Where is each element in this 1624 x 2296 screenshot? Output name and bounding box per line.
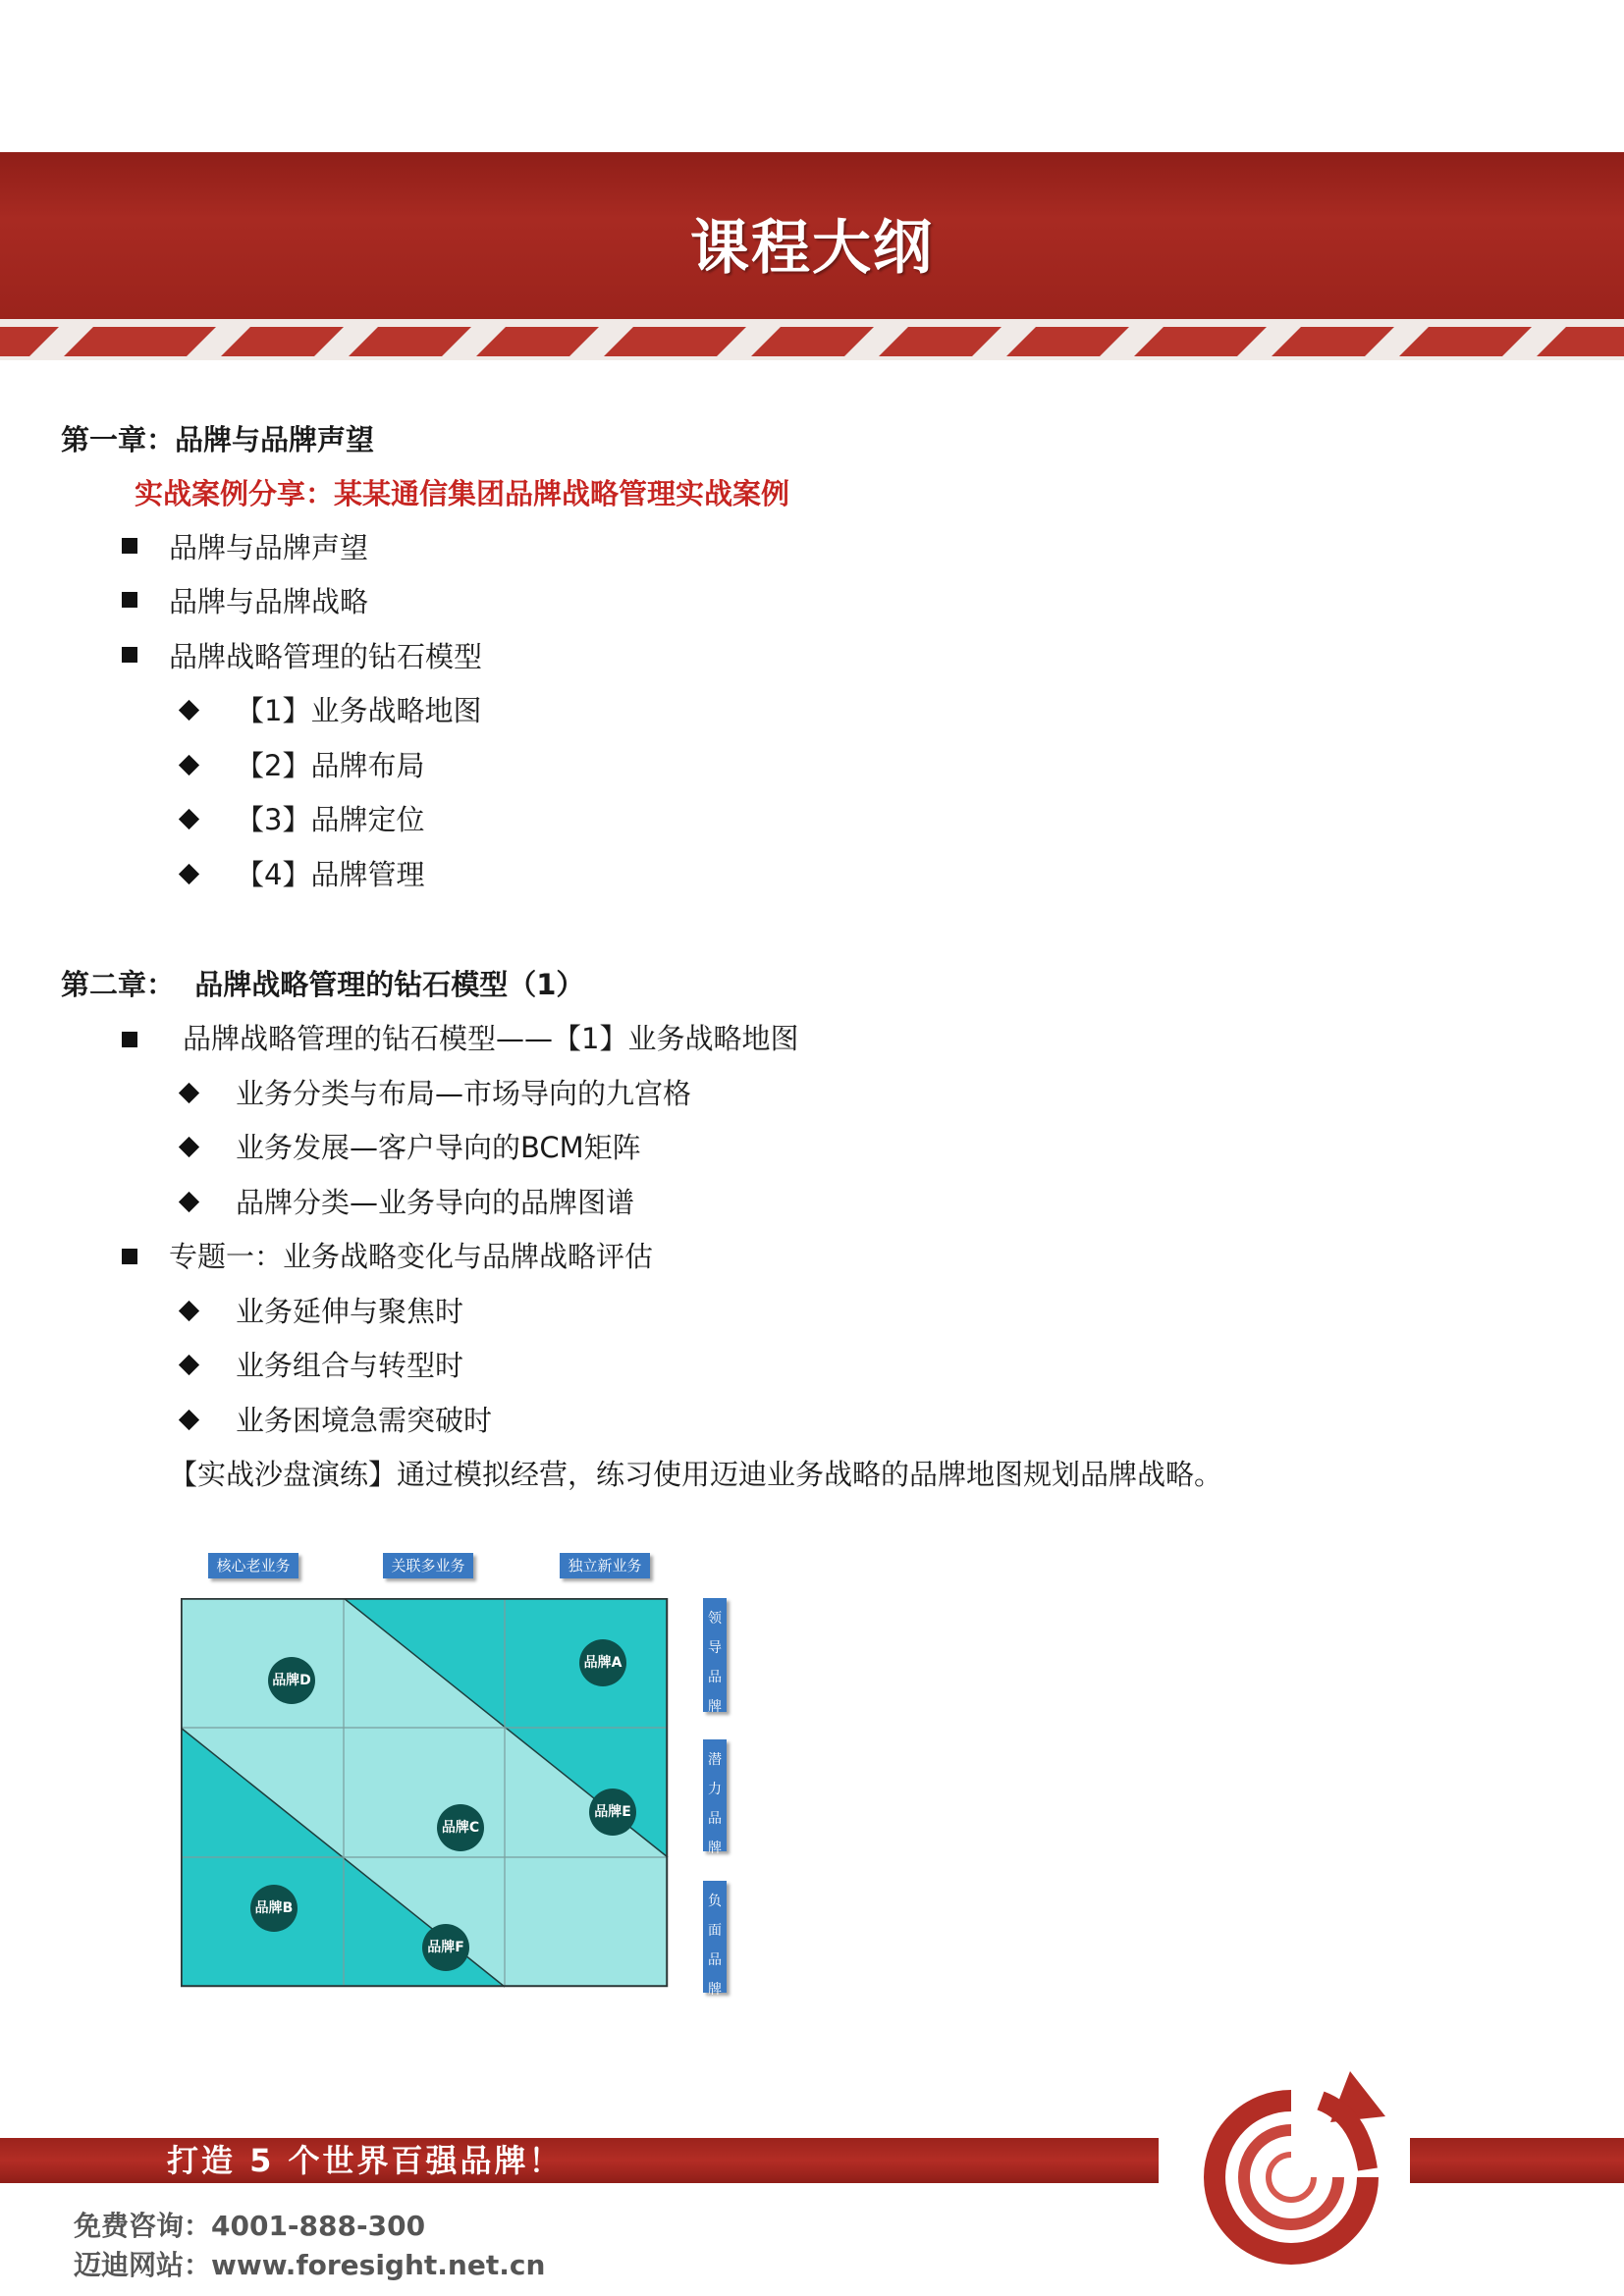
chapter2-title: 第二章： 品牌战略管理的钻石模型（1） (61, 968, 585, 1001)
diamond-bullet-icon (179, 1192, 199, 1212)
brand-a-marker: 品牌A (579, 1639, 626, 1686)
chapter1-item: 品牌与品牌战略 (169, 585, 369, 618)
square-bullet-icon (122, 1032, 137, 1047)
column-label-core: 核心老业务 (208, 1553, 298, 1578)
exercise-text: 【实战沙盘演练】通过模拟经营，练习使用迈迪业务战略的品牌地图规划品牌战略。 (169, 1458, 1223, 1491)
diamond-bullet-icon (179, 1301, 199, 1321)
chapter2-subitem: 业务延伸与聚焦时 (236, 1295, 464, 1328)
diamond-bullet-icon (179, 809, 199, 829)
diamond-bullet-icon (179, 755, 199, 775)
brand-d-marker: 品牌D (268, 1657, 315, 1704)
chapter2-subitem: 业务发展—客户导向的BCM矩阵 (236, 1131, 641, 1164)
row-label-leader: 领导品牌 (703, 1598, 727, 1712)
row-label-potential: 潜力品牌 (703, 1739, 727, 1851)
chapter1-item: 品牌与品牌声望 (169, 531, 369, 564)
chapter1-title: 第一章：品牌与品牌声望 (61, 423, 375, 456)
diamond-bullet-icon (179, 1083, 199, 1103)
chapter2-subitem: 业务困境急需突破时 (236, 1404, 493, 1437)
diamond-bullet-icon (179, 700, 199, 721)
chapter1-subitem: 【3】品牌定位 (236, 803, 425, 836)
chapter2-item: 品牌战略管理的钻石模型——【1】业务战略地图 (183, 1022, 799, 1055)
logo-arrow-icon (1193, 2061, 1389, 2277)
diamond-bullet-icon (179, 864, 199, 884)
page-title: 课程大纲 (690, 214, 934, 283)
chapter2-item: 专题一：业务战略变化与品牌战略评估 (169, 1240, 654, 1273)
stripe-pattern (0, 319, 1624, 360)
chapter2-subitem: 业务分类与布局—市场导向的九宫格 (236, 1077, 692, 1110)
diamond-bullet-icon (179, 1410, 199, 1430)
chapter2-subitem: 业务组合与转型时 (236, 1349, 464, 1382)
chapter2-subitem: 品牌分类—业务导向的品牌图谱 (236, 1186, 635, 1219)
diamond-bullet-icon (179, 1355, 199, 1375)
footer-slogan: 打造 5 个世界百强品牌！ (167, 2142, 564, 2179)
square-bullet-icon (122, 1249, 137, 1264)
chapter1-subitem: 【4】品牌管理 (236, 858, 425, 891)
brand-b-marker: 品牌B (250, 1885, 298, 1932)
square-bullet-icon (122, 647, 137, 663)
square-bullet-icon (122, 538, 137, 554)
column-label-new: 独立新业务 (560, 1553, 650, 1578)
chapter1-subitem: 【1】业务战略地图 (236, 694, 482, 727)
footer-phone: 免费咨询：4001-888-300 (74, 2210, 426, 2242)
square-bullet-icon (122, 592, 137, 608)
diamond-bullet-icon (179, 1137, 199, 1157)
header-stripes (0, 319, 1624, 360)
footer-website: 迈迪网站：www.foresight.net.cn (74, 2249, 546, 2281)
brand-e-marker: 品牌E (589, 1789, 636, 1836)
chapter1-subitem: 【2】品牌布局 (236, 749, 425, 782)
brand-c-marker: 品牌C (437, 1804, 484, 1851)
chapter1-case: 实战案例分享：某某通信集团品牌战略管理实战案例 (135, 477, 790, 510)
column-label-related: 关联多业务 (383, 1553, 473, 1578)
row-label-negative: 负面品牌 (703, 1881, 727, 1993)
chapter1-item: 品牌战略管理的钻石模型 (169, 640, 483, 673)
brand-f-marker: 品牌F (422, 1924, 469, 1971)
footer-band-right (1410, 2138, 1624, 2183)
